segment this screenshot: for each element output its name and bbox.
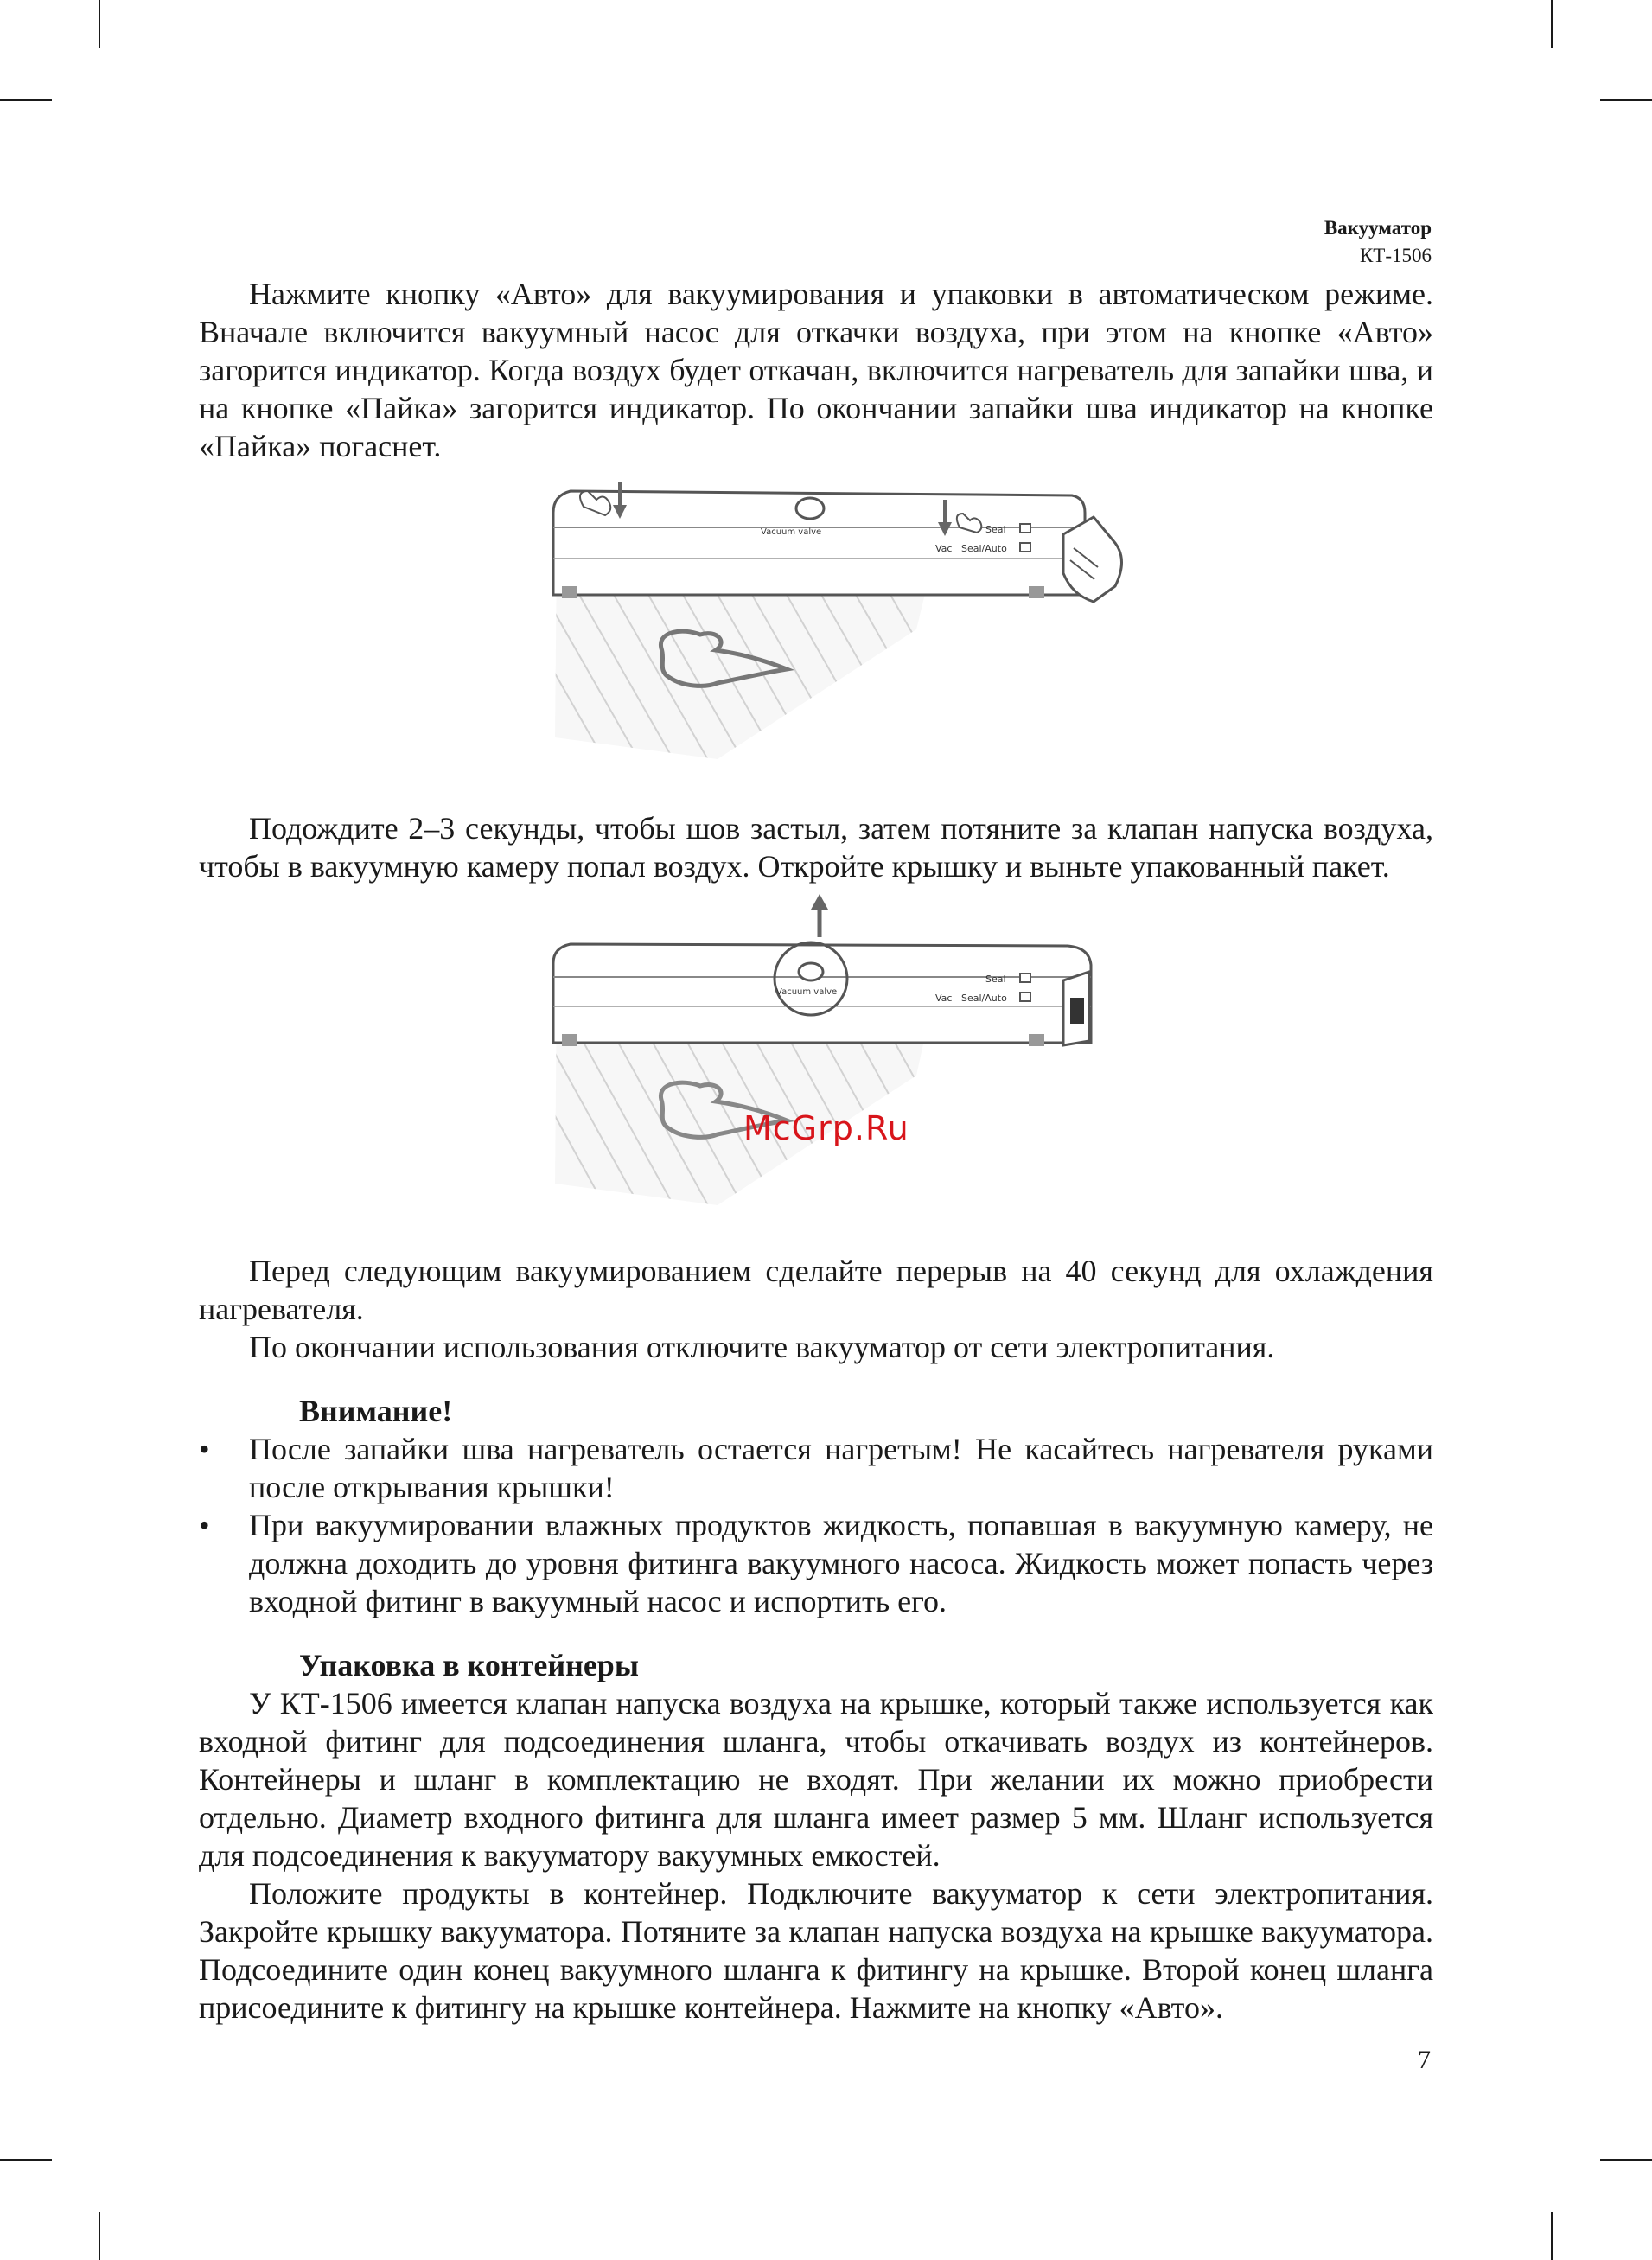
spacer xyxy=(199,1228,1433,1252)
crop-mark-bottom-right-h xyxy=(1600,2159,1652,2161)
spacer xyxy=(199,776,1433,809)
bullet-glyph: • xyxy=(199,1432,210,1466)
list-item xyxy=(199,1506,1433,1620)
attention-list xyxy=(199,1430,1433,1620)
spacer xyxy=(199,1620,1433,1646)
watermark-logo: McGrp.Ru xyxy=(743,1109,909,1147)
crop-mark-top-left xyxy=(99,0,100,48)
list-item xyxy=(199,1430,1433,1506)
valve-label: Vacuum valve xyxy=(761,527,822,537)
seal-auto-label: Seal/Auto xyxy=(961,543,1007,554)
vac-label-2: Vac xyxy=(935,993,953,1004)
figure-air-valve xyxy=(199,885,1433,1228)
paragraph-pause: Перед следующим вакуумированием сделайте перерыв на 40 секунд для охлаждения нагревателя. xyxy=(199,1254,1433,1326)
crop-mark-bottom-right xyxy=(1551,2212,1553,2260)
seal-auto-label-2: Seal/Auto xyxy=(961,993,1007,1004)
valve-label-2: Vacuum valve xyxy=(776,987,838,997)
list-item-text: При вакуумировании влажных продуктов жидкость, попавшая в вакуумную камеру, не должна доходить до уровня фитинга вакуумного насоса. Жидкость может попасть через входной фитинг в вакуумный насос и испортить его. xyxy=(249,1508,1433,1618)
header-model: КТ-1506 xyxy=(1359,245,1432,266)
vacuum-sealer-auto-illustration xyxy=(199,465,1433,776)
page-number: 7 xyxy=(1418,2046,1431,2074)
figure-auto-button xyxy=(199,465,1433,776)
vacuum-sealer-valve-illustration xyxy=(199,885,1433,1228)
crop-mark-top-right xyxy=(1551,0,1553,48)
crop-mark-top-right-h xyxy=(1600,99,1652,101)
crop-mark-bottom-left-h xyxy=(0,2159,52,2161)
crop-mark-bottom-left xyxy=(99,2212,100,2260)
paragraph-wait: Подождите 2–3 секунды, чтобы шов застыл, затем потяните за клапан напуска воздуха, чтобы в вакуумную камеру попал воздух. Откройте крышку и выньте упакованный пакет. xyxy=(199,811,1433,884)
page-content xyxy=(199,275,1433,2027)
list-item-text: После запайки шва нагреватель остается нагретым! Не касайтесь нагревателя руками после открывания крышки! xyxy=(249,1432,1433,1504)
header-title: Вакууматор xyxy=(1324,217,1432,239)
paragraph-auto-mode: Нажмите кнопку «Авто» для вакуумирования и упаковки в автоматическом режиме. Вначале включится вакуумный насос для откачки воздуха, при этом на кнопке «Авто» загорится индикатор. Когда воздух будет откачан, включится нагреватель для запайки шва, и на кнопке «Пайка» загорится индикатор. По окончании запайки шва индикатор на кнопке «Пайка» погаснет. xyxy=(199,277,1433,463)
running-header xyxy=(1324,214,1432,270)
paragraph-unplug: По окончании использования отключите вакууматор от сети электропитания. xyxy=(249,1330,1275,1364)
attention-heading: Внимание! xyxy=(299,1394,453,1428)
spacer xyxy=(199,1366,1433,1392)
paragraph-containers-1: У КТ-1506 имеется клапан напуска воздуха на крышке, который также используется как входной фитинг для подсоединения шланга, чтобы откачивать воздух из контейнеров. Контейнеры и шланг в комплектацию не входят. При желании их можно приобрести отдельно. Диаметр входного фитинга для шланга имеет размер 5 мм. Шланг используется для подсоединения к вакууматору вакуумных емкостей. xyxy=(199,1686,1433,1873)
vac-label: Vac xyxy=(935,543,953,554)
crop-mark-top-left-h xyxy=(0,99,52,101)
containers-heading: Упаковка в контейнеры xyxy=(299,1648,639,1682)
paragraph-containers-2: Положите продукты в контейнер. Подключите вакууматор к сети электропитания. Закройте крышку вакууматора. Потяните за клапан напуска воздуха на крышке вакууматора. Подсоедините один конец вакуумного шланга к фитингу на крышке. Второй конец шланга присоедините к фитингу на крышке контейнера. Нажмите на кнопку «Авто». xyxy=(199,1876,1433,2025)
bullet-glyph: • xyxy=(199,1508,210,1542)
seal-label-2: Seal xyxy=(985,974,1006,985)
seal-label: Seal xyxy=(985,524,1006,535)
